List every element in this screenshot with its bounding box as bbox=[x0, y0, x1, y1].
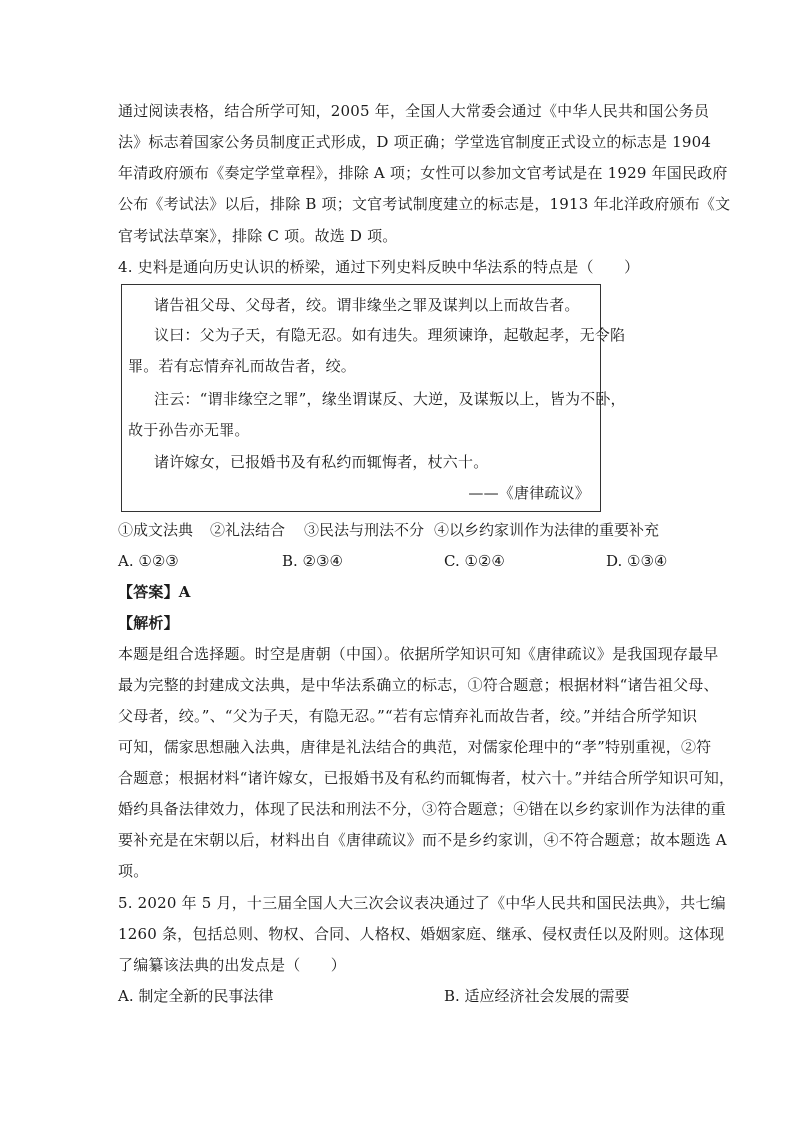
material-paragraph: 故于孙告亦无罪。 bbox=[128, 421, 250, 439]
analysis-heading: 【解析】 bbox=[118, 614, 179, 632]
option-c: C. ①②④ bbox=[444, 552, 505, 570]
analysis-line: 可知，儒家思想融入法典，唐律是礼法结合的典范，对儒家伦理中的“孝”特别重视，②符 bbox=[118, 738, 712, 756]
analysis-line: 婚约具备法律效力，体现了民法和刑法不分，③符合题意；④错在以乡约家训作为法律的重 bbox=[118, 800, 727, 818]
option-a: A. 制定全新的民事法律 bbox=[118, 987, 274, 1005]
analysis-line: 年清政府颁布《奏定学堂章程》，排除 A 项；女性可以参加文官考试是在 1929 年国民政府 bbox=[118, 164, 728, 182]
option-d: D. ①③④ bbox=[606, 552, 668, 570]
question-5-stem: 了编纂该法典的出发点是（ ） bbox=[118, 956, 347, 974]
source-material-box bbox=[121, 284, 626, 512]
option-a: A. ①②③ bbox=[118, 552, 179, 570]
question-4-stem: 4. 史料是通向历史认识的桥梁，通过下列史料反映中华法系的特点是（ ） bbox=[118, 258, 640, 276]
statement-item: ③民法与刑法不分 bbox=[304, 521, 425, 539]
material-paragraph: 诸告祖父母、父母者，绞。谓非缘坐之罪及谋判以上而故告者。 bbox=[154, 296, 580, 314]
statement-item: ①成文法典 bbox=[118, 521, 194, 539]
material-paragraph: 诸许嫁女，已报婚书及有私约而辄悔者，杖六十。 bbox=[154, 453, 489, 471]
material-paragraph: 议曰：父为子天，有隐无忍。如有违失。理须谏诤，起敬起孝，无令陷 bbox=[154, 326, 626, 344]
analysis-line: 项。 bbox=[118, 862, 149, 880]
material-paragraph: 注云：“谓非缘空之罪”，缘坐谓谋反、大逆，及谋叛以上，皆为不卧， bbox=[154, 390, 626, 408]
analysis-line: 法》标志着国家公务员制度正式形成，D 项正确；学堂选官制度正式设立的标志是 1904 bbox=[118, 133, 712, 151]
analysis-line: 官考试法草案》，排除 C 项。故选 D 项。 bbox=[118, 227, 398, 245]
statement-item: ②礼法结合 bbox=[210, 521, 286, 539]
answer-label: 【答案】A bbox=[118, 583, 191, 601]
analysis-line: 最为完整的封建成文法典，是中华法系确立的标志，①符合题意；根据材料“诸告祖父母、 bbox=[118, 676, 719, 694]
analysis-line: 要补充是在宋朝以后，材料出自《唐律疏议》而不是乡约家训，④不符合题意；故本题选 A bbox=[118, 831, 727, 849]
statement-item: ④以乡约家训作为法律的重要补充 bbox=[434, 521, 660, 539]
material-paragraph: 罪。若有忘情弃礼而故告者，绞。 bbox=[128, 357, 357, 375]
analysis-line: 通过阅读表格，结合所学可知，2005 年，全国人大常委会通过《中华人民共和国公务员 bbox=[118, 102, 710, 120]
question-5-stem: 5. 2020 年 5 月，十三届全国人大三次会议表决通过了《中华人民共和国民法典》，共七编 bbox=[118, 894, 726, 912]
analysis-line: 合题意；根据材料“诸许嫁女，已报婚书及有私约而辄悔者，杖六十。”并结合所学知识可知， bbox=[118, 769, 735, 787]
analysis-line: 本题是组合选择题。时空是唐朝（中国）。依据所学知识可知《唐律疏议》是我国现存最早 bbox=[118, 645, 719, 663]
question-5-stem: 1260 条，包括总则、物权、合同、人格权、婚姻家庭、继承、侵权责任以及附则。这体现 bbox=[118, 925, 725, 943]
option-b: B. ②③④ bbox=[282, 552, 343, 570]
option-b: B. 适应经济社会发展的需要 bbox=[444, 987, 630, 1005]
analysis-line: 父母者，绞。”、“父为子天，有隐无忍。”“若有忘情弃礼而故告者，绞。”并结合所学知识 bbox=[118, 707, 698, 725]
analysis-line: 公布《考试法》以后，排除 B 项；文官考试制度建立的标志是，1913 年北洋政府颁布《文 bbox=[118, 195, 731, 213]
material-source: ——《唐律疏议》 bbox=[468, 484, 590, 502]
